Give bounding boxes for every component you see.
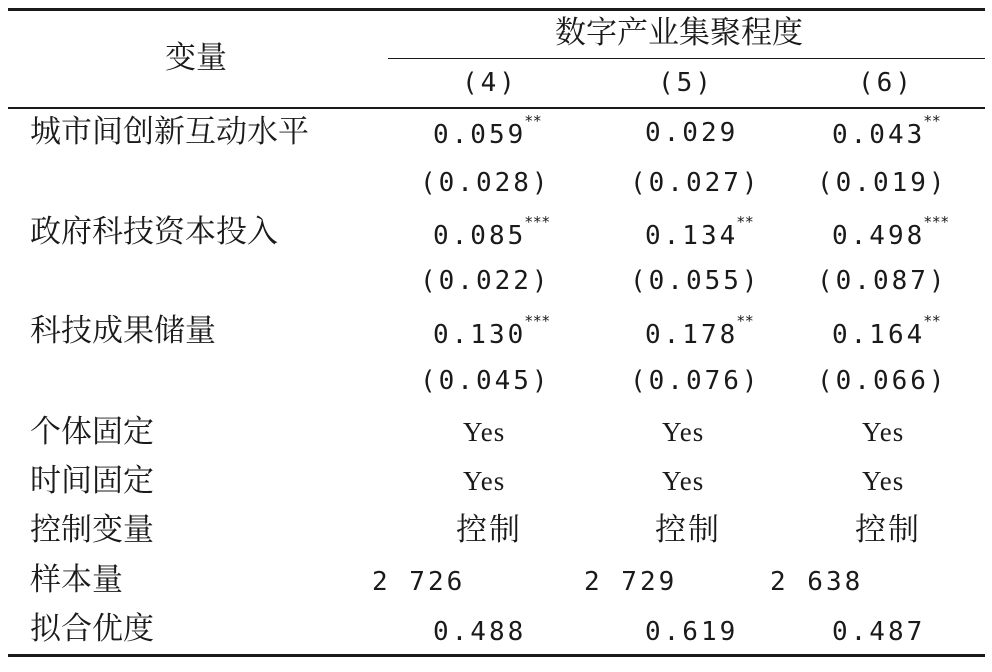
variable-header: 变量 [165,40,227,76]
se-cell: (0.076) [630,366,761,396]
fe-cell: Yes [862,417,905,447]
bottom-rule [8,654,985,657]
se-cell: (0.045) [420,366,551,396]
significance-stars: ** [737,213,754,231]
fe-cell: Yes [463,417,506,447]
fe-cell: Yes [662,466,705,496]
fe-cell: Yes [662,417,705,447]
significance-stars: ** [924,312,941,330]
r2-cell: 0.619 [645,617,739,647]
se-cell: (0.087) [817,266,948,296]
header-rule [8,107,985,109]
row-label-time-fe: 时间固定 [30,463,154,499]
fe-cell: Yes [463,466,506,496]
se-cell: (0.022) [420,266,551,296]
coef-cell: 0.059 ** [433,112,542,150]
se-cell: (0.066) [817,366,948,396]
controls-cell: 控制 [855,512,921,548]
se-cell: (0.027) [630,168,761,198]
coef-cell: 0.085 *** [433,213,551,251]
coef-cell: 0.178 ** [645,312,754,350]
sample-size-cell: 2 638 [770,567,864,597]
significance-stars: *** [525,312,551,330]
column-header-4: (4) [462,68,518,98]
top-rule [8,8,985,11]
row-label-innovation-interaction: 城市间创新互动水平 [30,114,309,150]
group-rule [388,58,985,59]
significance-stars: ** [737,312,754,330]
row-label-controls: 控制变量 [30,512,154,548]
se-cell: (0.028) [420,168,551,198]
row-label-gov-tech-capital: 政府科技资本投入 [30,214,278,250]
controls-cell: 控制 [655,512,721,548]
coef-cell: 0.134 ** [645,213,754,251]
group-header: 数字产业集聚程度 [555,15,803,51]
row-label-sample-size: 样本量 [30,562,123,598]
coef-cell: 0.498 *** [832,213,950,251]
significance-stars: ** [525,112,542,130]
r2-cell: 0.488 [433,617,527,647]
row-label-goodness-of-fit: 拟合优度 [30,611,154,647]
se-cell: (0.019) [817,168,948,198]
controls-cell: 控制 [456,512,522,548]
fe-cell: Yes [862,466,905,496]
row-label-tech-output-stock: 科技成果储量 [30,313,216,349]
r2-cell: 0.487 [832,617,926,647]
row-label-individual-fe: 个体固定 [30,414,154,450]
significance-stars: *** [924,213,950,231]
coef-cell: 0.029 [645,118,739,148]
coef-cell: 0.130 *** [433,312,551,350]
significance-stars: *** [525,213,551,231]
coef-cell: 0.043 ** [832,112,941,150]
sample-size-cell: 2 726 [372,567,466,597]
column-header-5: (5) [658,68,714,98]
se-cell: (0.055) [630,266,761,296]
significance-stars: ** [924,112,941,130]
column-header-6: (6) [858,68,914,98]
coef-cell: 0.164 ** [832,312,941,350]
sample-size-cell: 2 729 [584,567,678,597]
